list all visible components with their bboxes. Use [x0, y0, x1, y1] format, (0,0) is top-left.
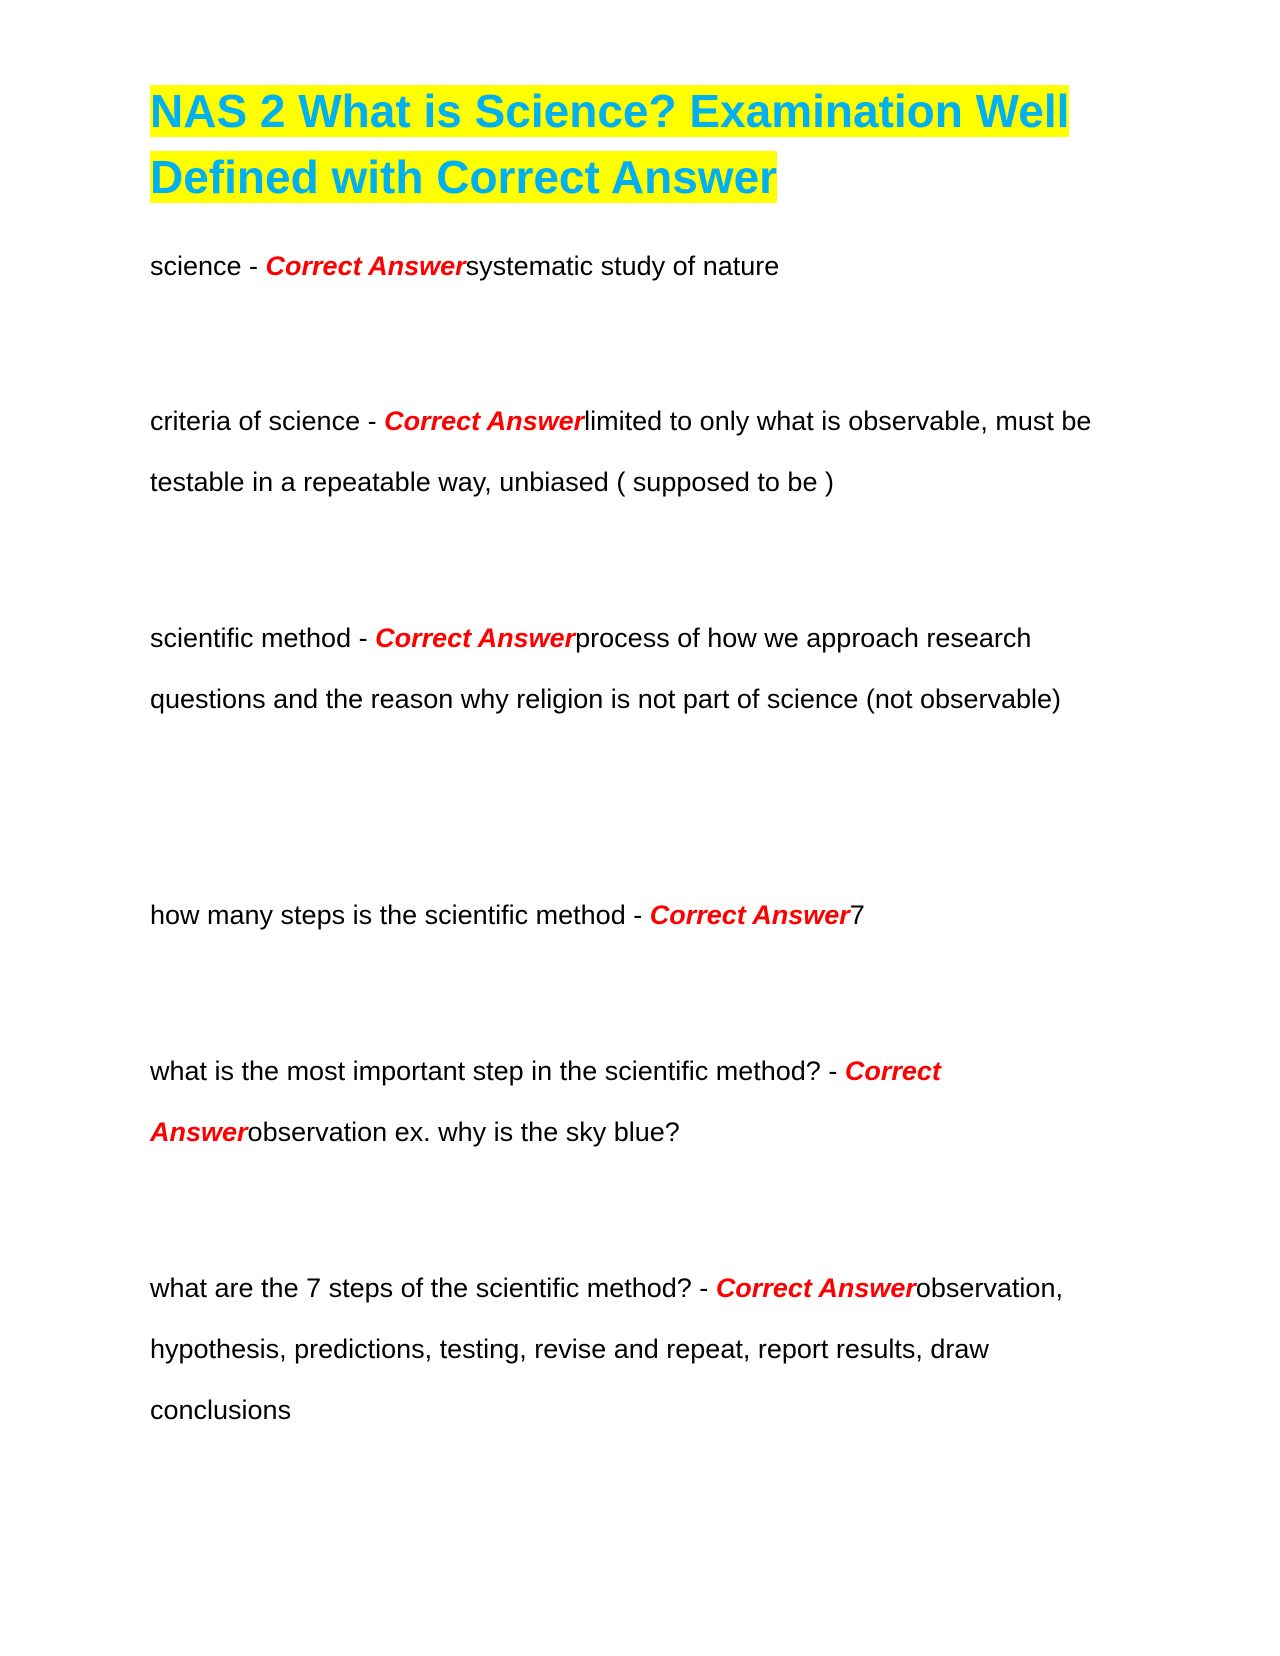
correct-answer-tag: Correct Answer — [649, 900, 850, 930]
qa-item — [150, 1041, 1130, 1163]
correct-answer-tag: Correct Answer — [265, 251, 466, 281]
title-highlight: NAS 2 What is Science? Examination Well Defined with Correct Answer — [150, 85, 1070, 203]
answer-text: systematic study of nature — [465, 251, 780, 281]
answer-text: observation, hypothesis, predictions, testing, revise and repeat, report results, draw conclusions — [150, 1273, 1063, 1425]
question-text: scientific method - — [150, 623, 376, 653]
answer-text: observation ex. why is the sky blue? — [247, 1117, 680, 1147]
correct-answer-tag: Correct Answer — [715, 1273, 916, 1303]
question-text: what are the 7 steps of the scientific method? - — [150, 1273, 716, 1303]
question-text: what is the most important step in the scientific method? - — [150, 1056, 845, 1086]
answer-text: process of how we approach research questions and the reason why religion is not part of science (not observable) — [150, 623, 1062, 714]
qa-item — [150, 608, 1130, 730]
answer-text: limited to only what is observable, must be testable in a repeatable way, unbiased ( supposed to be ) — [150, 406, 1092, 497]
question-text: how many steps is the scientific method - — [150, 900, 650, 930]
correct-answer-tag: Correct Answer — [375, 623, 576, 653]
question-text: science - — [150, 251, 266, 281]
correct-answer-tag: Correct Answer — [384, 406, 585, 436]
document-page — [150, 78, 1130, 1425]
qa-item — [150, 885, 1130, 946]
qa-item — [150, 1258, 1130, 1441]
answer-text: 7 — [849, 900, 865, 930]
qa-item — [150, 236, 1130, 297]
document-title — [150, 78, 1090, 210]
correct-answer-tag: Correct Answer — [150, 1056, 941, 1147]
question-text: criteria of science - — [150, 406, 385, 436]
qa-item — [150, 391, 1130, 513]
